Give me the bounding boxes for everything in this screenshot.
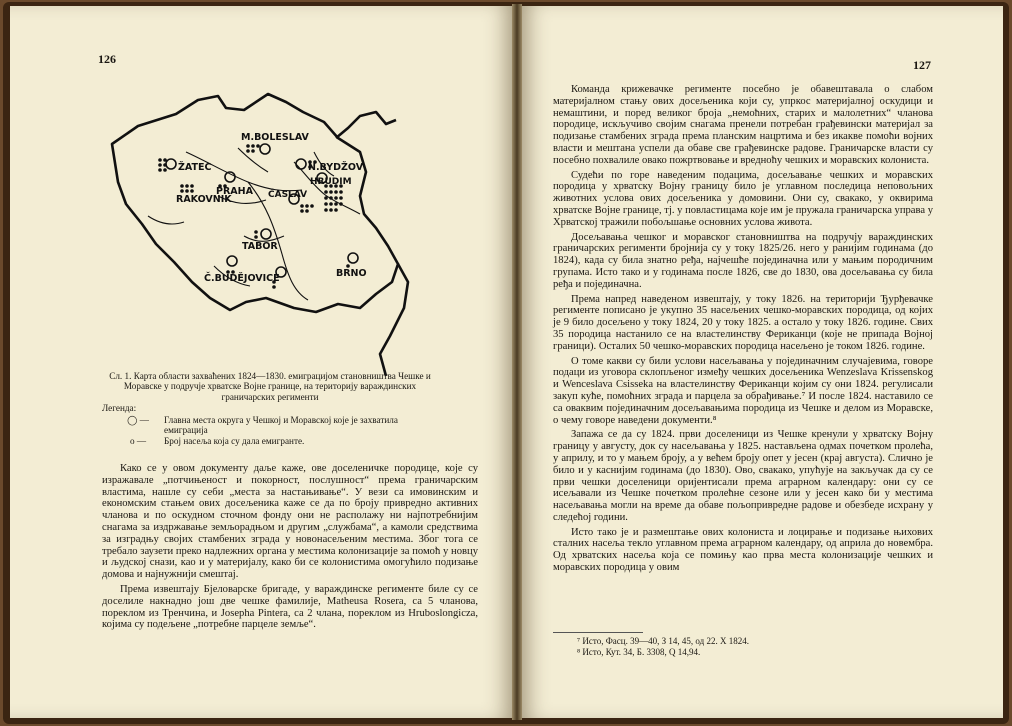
book-gutter <box>512 4 522 720</box>
paragraph: Према напред наведеном извештају, у току 1826. на територији Ђурђевачке регименте пописано је укупно 35 насељених чешко-моравских породица, од којих је 9 било досељено у току 1824, 20 у току 1825. а остало у току 1826. године. Свих 35 породица настанило се на властелинству Фериканци (које не припада Војној граници). Осталих 50 чешко-моравских породица насељено је током 1826. године. <box>553 293 933 352</box>
legend-text: Број насеља која су дала емигранте. <box>164 436 305 447</box>
legend-symbol: o — <box>129 436 147 447</box>
map-label: PRAHA <box>216 186 253 197</box>
footnote-rule <box>553 632 643 633</box>
paragraph: О томе какви су били услови насељавања у појединачним случајевима, говоре подаци из уговора склопљеног између чешких досељеника Wenzeslava Krissenskog и Wenceslava Csisseka на властелинству Фериканци којим су они 1824. регулисали закуп куће, помоћних зграда и парцела за обрађивање.⁷ И после 1824. наставило се са оваквим појединачним досељавањима породица из Чешке и делом из Моравске, о чему говоре наведени документи.⁸ <box>553 355 933 426</box>
page-number: 127 <box>913 58 931 72</box>
paragraph: Према извештају Бјеловарске бригаде, у вараждинске регименте биле су се доселиле накнадно још две чешке фамилије, Matheusa Rosera, са 5 чланова, пореклом из Тренчина, и Josepha Pintera, са 2 члана, пореклом из Hruboslongicza, којима су подељене „потребне парцеле земље“. <box>102 583 478 631</box>
map-label: ŽATEC <box>178 162 212 173</box>
figure-caption <box>102 371 438 447</box>
paragraph: Запажа се да су 1824. први доселеници из Чешке кренули у хрватску Војну границу у августу, док су насељавања у 1825. настављена одмах почетком пролећа, у априлу, и то у мањем броју, а у већем броју опет у јесен (крај августа). Слично је било и у каснијим годинама (до 1830). Ово, свакако, упућује на закључак да су се први чешки доселеници оријентисали према аграрном календару: они су се исељавали из Чешке почетком пролећне сезоне или у јесен како би у местима насељавања могли на време да обаве пољопривредне радове и обезбеде исхрану у следећој години. <box>553 429 933 523</box>
map-label: TABOR <box>242 241 278 252</box>
footnote: ⁷ Исто, Фасц. 39—40, З 14, 45, од 22. X 1824. <box>577 636 749 646</box>
map-label: M.BOLESLAV <box>241 132 309 143</box>
legend-label: Легенда: <box>102 403 137 414</box>
legend-item <box>112 415 438 436</box>
paragraph: Досељавања чешког и моравског становништва на подручју вараждинских граничарских регименти бројнија су у току 1825/26. него у ранијим годинама (до 1824), када су била знатно ређа, најчешће појединачна или у мањим породичним групама. Исто тако и у годинама после 1826, све до 1830, ова досељавања су била ређа и појединачна. <box>553 231 933 290</box>
page-number: 126 <box>98 52 116 66</box>
caption-title: Сл. 1. Карта области захваћених 1824—1830. емиграцијом становништва Чешке и Моравске у подручје хрватске Војне границе, на територију вараждинских граничарских регименти <box>109 371 431 402</box>
right-page <box>519 6 1003 718</box>
map-label: ČASLAV <box>268 190 308 200</box>
legend-text: Главна места округа у Чешкој и Моравској које је захватила емиграција <box>164 414 398 436</box>
map-label: N.BYDŽOV <box>308 162 364 173</box>
left-page <box>10 6 515 718</box>
legend-symbol: ◯ — <box>127 414 149 425</box>
footnotes <box>553 632 933 657</box>
emigration-map <box>98 86 428 386</box>
paragraph: Како се у овом документу даље каже, ове доселеничке породице, које су изражавале „потчињеност и покорност, послушност“ према граничарским властима, нашле су себи „места за настањивање“. У вези са имовинским и економским стањем ових досељеника каже се да по броју привредно активних чланова и по оскудном сточном фонду они не располажу ни најпотребнијим снагама за издржавање земљорадњом и другим „службама“, а камоли средствима за изградњу својих стамбених зграда у новонасељеним местима. Због тога се требало заузети преко надлежних органа у местима колонизације за помоћ у новцу и људској снази, као и у материјалу, како би се колонистима омогућило подизање домова и најнужнији смештај. <box>102 463 478 581</box>
paragraph: Исто тако је и размештање ових колониста и лоцирање и подизање њихових сталних насеља текло углавном према аграрном календару, од априла до новембра. Од хрватских насеља која се помињу као прва места колонизације чешких и моравских породица у овим <box>553 526 933 574</box>
legend-item <box>112 436 438 446</box>
right-body-text <box>553 84 933 574</box>
footnote: ⁸ Исто, Кут. 34, Б. 3308, Q 14,94. <box>577 646 701 657</box>
map-label: BRNO <box>336 268 367 279</box>
map-label: Č.BUDĚJOVICE <box>204 273 280 284</box>
map-label: HRUDIM <box>310 177 352 187</box>
paragraph: Команда крижевачке регименте посебно је обавештавала о слабом материјалном стању ових досељеника који су, упркос материјалној оскудици и немаштини, и поред великог броја „немоћних, старих и малолетних“ чланова породице, искључиво својим снагама пренели потребан грађевински материјал за подизање стамбених зграда према планским нацртима и без икакве помоћи војних власти и мештана успели да обаве све грађевинске радове. Граничарске власти су посебно похвалиле овако пожртвовање и вредноћу чешких и моравских колониста. <box>553 84 933 166</box>
left-body-text <box>102 463 478 631</box>
map-label: RAKOVNIK <box>176 194 232 205</box>
paragraph: Судећи по горе наведеним подацима, досељавање чешких и моравских породица у хрватску Војну границу било је углавном последица неповољних животних услова ових досељеника у домовини. Они су, свакако, у оквирима хрватске Војне границе, тј. у повластицама које им је пружала граничарска управа у Хрватској тражили побољшање основних услова живота. <box>553 169 934 228</box>
